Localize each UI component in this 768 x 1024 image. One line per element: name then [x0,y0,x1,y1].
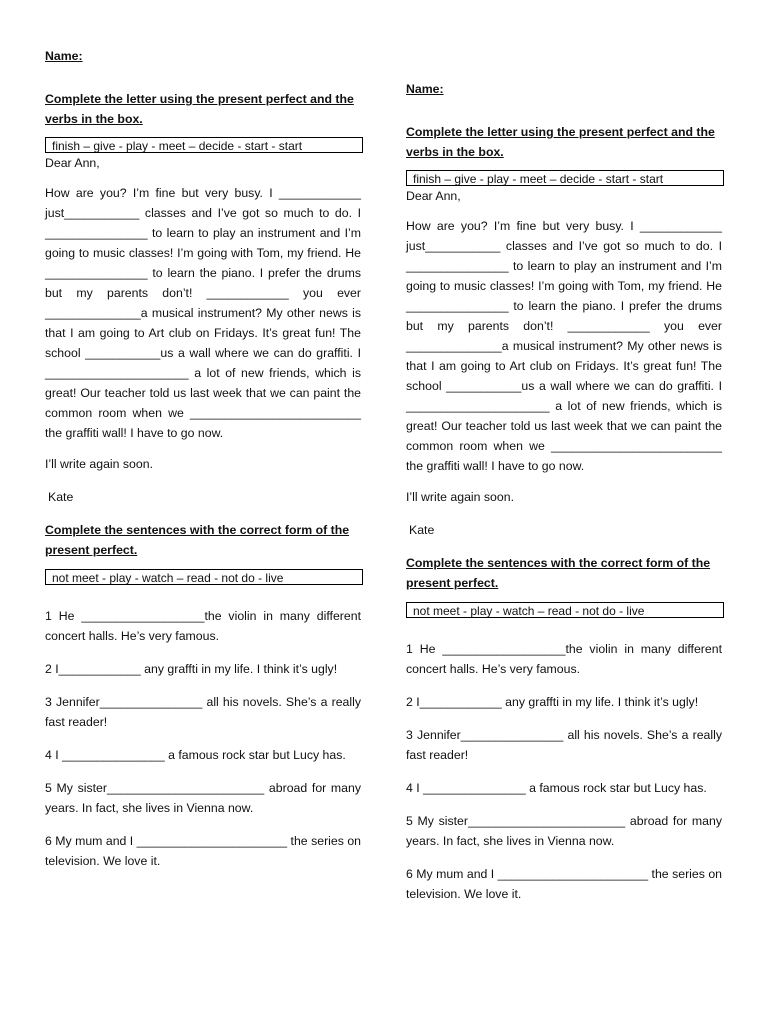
sentence-3: 3 Jennifer_______________ all his novels. She’s a really fast reader! [406,728,722,762]
letter-signature: Kate [48,490,74,504]
sentence-2: 2 I____________ any graffti in my life. I think it’s ugly! [406,695,699,709]
task2-verb-box: not meet - play - watch – read - not do - live [45,569,363,585]
sentence-5: 5 My sister_______________________ abroad for many years. In fact, she lives in Vienna now. [406,814,722,848]
letter-greeting: Dear Ann, [45,156,100,170]
sentence-list [45,606,361,871]
task1-verb-box: finish – give - play - meet – decide - start - start [406,170,724,186]
sentence-3: 3 Jennifer_______________ all his novels. She’s a really fast reader! [45,695,361,729]
letter-closing: I’ll write again soon. [406,490,514,504]
sentence-6: 6 My mum and I ______________________ the series on television. We love it. [406,867,722,901]
task2-verb-box: not meet - play - watch – read - not do - live [406,602,724,618]
task1-verb-box: finish – give - play - meet – decide - start - start [45,137,363,153]
sentence-1: 1 He __________________the violin in many different concert halls. He’s very famous. [45,609,361,643]
sentence-1: 1 He __________________the violin in many different concert halls. He’s very famous. [406,642,722,676]
task1-heading: Complete the letter using the present perfect and the verbs in the box. [45,92,354,126]
worksheet-copy-right [406,79,722,917]
letter-closing: I’ll write again soon. [45,457,153,471]
task2-heading: Complete the sentences with the correct form of the present perfect. [45,523,350,557]
sentence-5: 5 My sister_______________________ abroad for many years. In fact, she lives in Vienna now. [45,781,361,815]
task1-heading: Complete the letter using the present perfect and the verbs in the box. [406,125,715,159]
sentence-4: 4 I _______________ a famous rock star but Lucy has. [406,781,707,795]
sentence-4: 4 I _______________ a famous rock star but Lucy has. [45,748,346,762]
letter-body: How are you? I’m fine but very busy. I ____________ just___________ classes and I’ve got so much to do. I _______________ to learn to play an instrument and I’m going to music classes! I’m going with Tom, my friend. He _______________ to learn the piano. I prefer the drums but my parents don’t! ____________ you ever ______________a musical instrument? My other news is that I am going to Art club on Fridays. It’s great fun! The school ___________us a wall where we can do graffiti. I _____________________ a lot of new friends, which is great! Our teacher told us last week that we can paint the common room when we _________________________ the graffiti wall! I have to go now. [406,219,722,473]
letter-signature: Kate [409,523,435,537]
letter-greeting: Dear Ann, [406,189,461,203]
name-label: Name: [406,82,444,96]
name-label: Name: [45,49,83,63]
task2-heading: Complete the sentences with the correct form of the present perfect. [406,556,711,590]
sentence-2: 2 I____________ any graffti in my life. I think it’s ugly! [45,662,338,676]
sentence-6: 6 My mum and I ______________________ the series on television. We love it. [45,834,361,868]
letter-body: How are you? I’m fine but very busy. I ____________ just___________ classes and I’ve got so much to do. I _______________ to learn to play an instrument and I’m going to music classes! I’m going with Tom, my friend. He _______________ to learn the piano. I prefer the drums but my parents don’t! ____________ you ever ______________a musical instrument? My other news is that I am going to Art club on Fridays. It’s great fun! The school ___________us a wall where we can do graffiti. I _____________________ a lot of new friends, which is great! Our teacher told us last week that we can paint the common room when we _________________________ the graffiti wall! I have to go now. [45,186,361,440]
worksheet-copy-left [45,46,361,884]
sentence-list [406,639,722,904]
